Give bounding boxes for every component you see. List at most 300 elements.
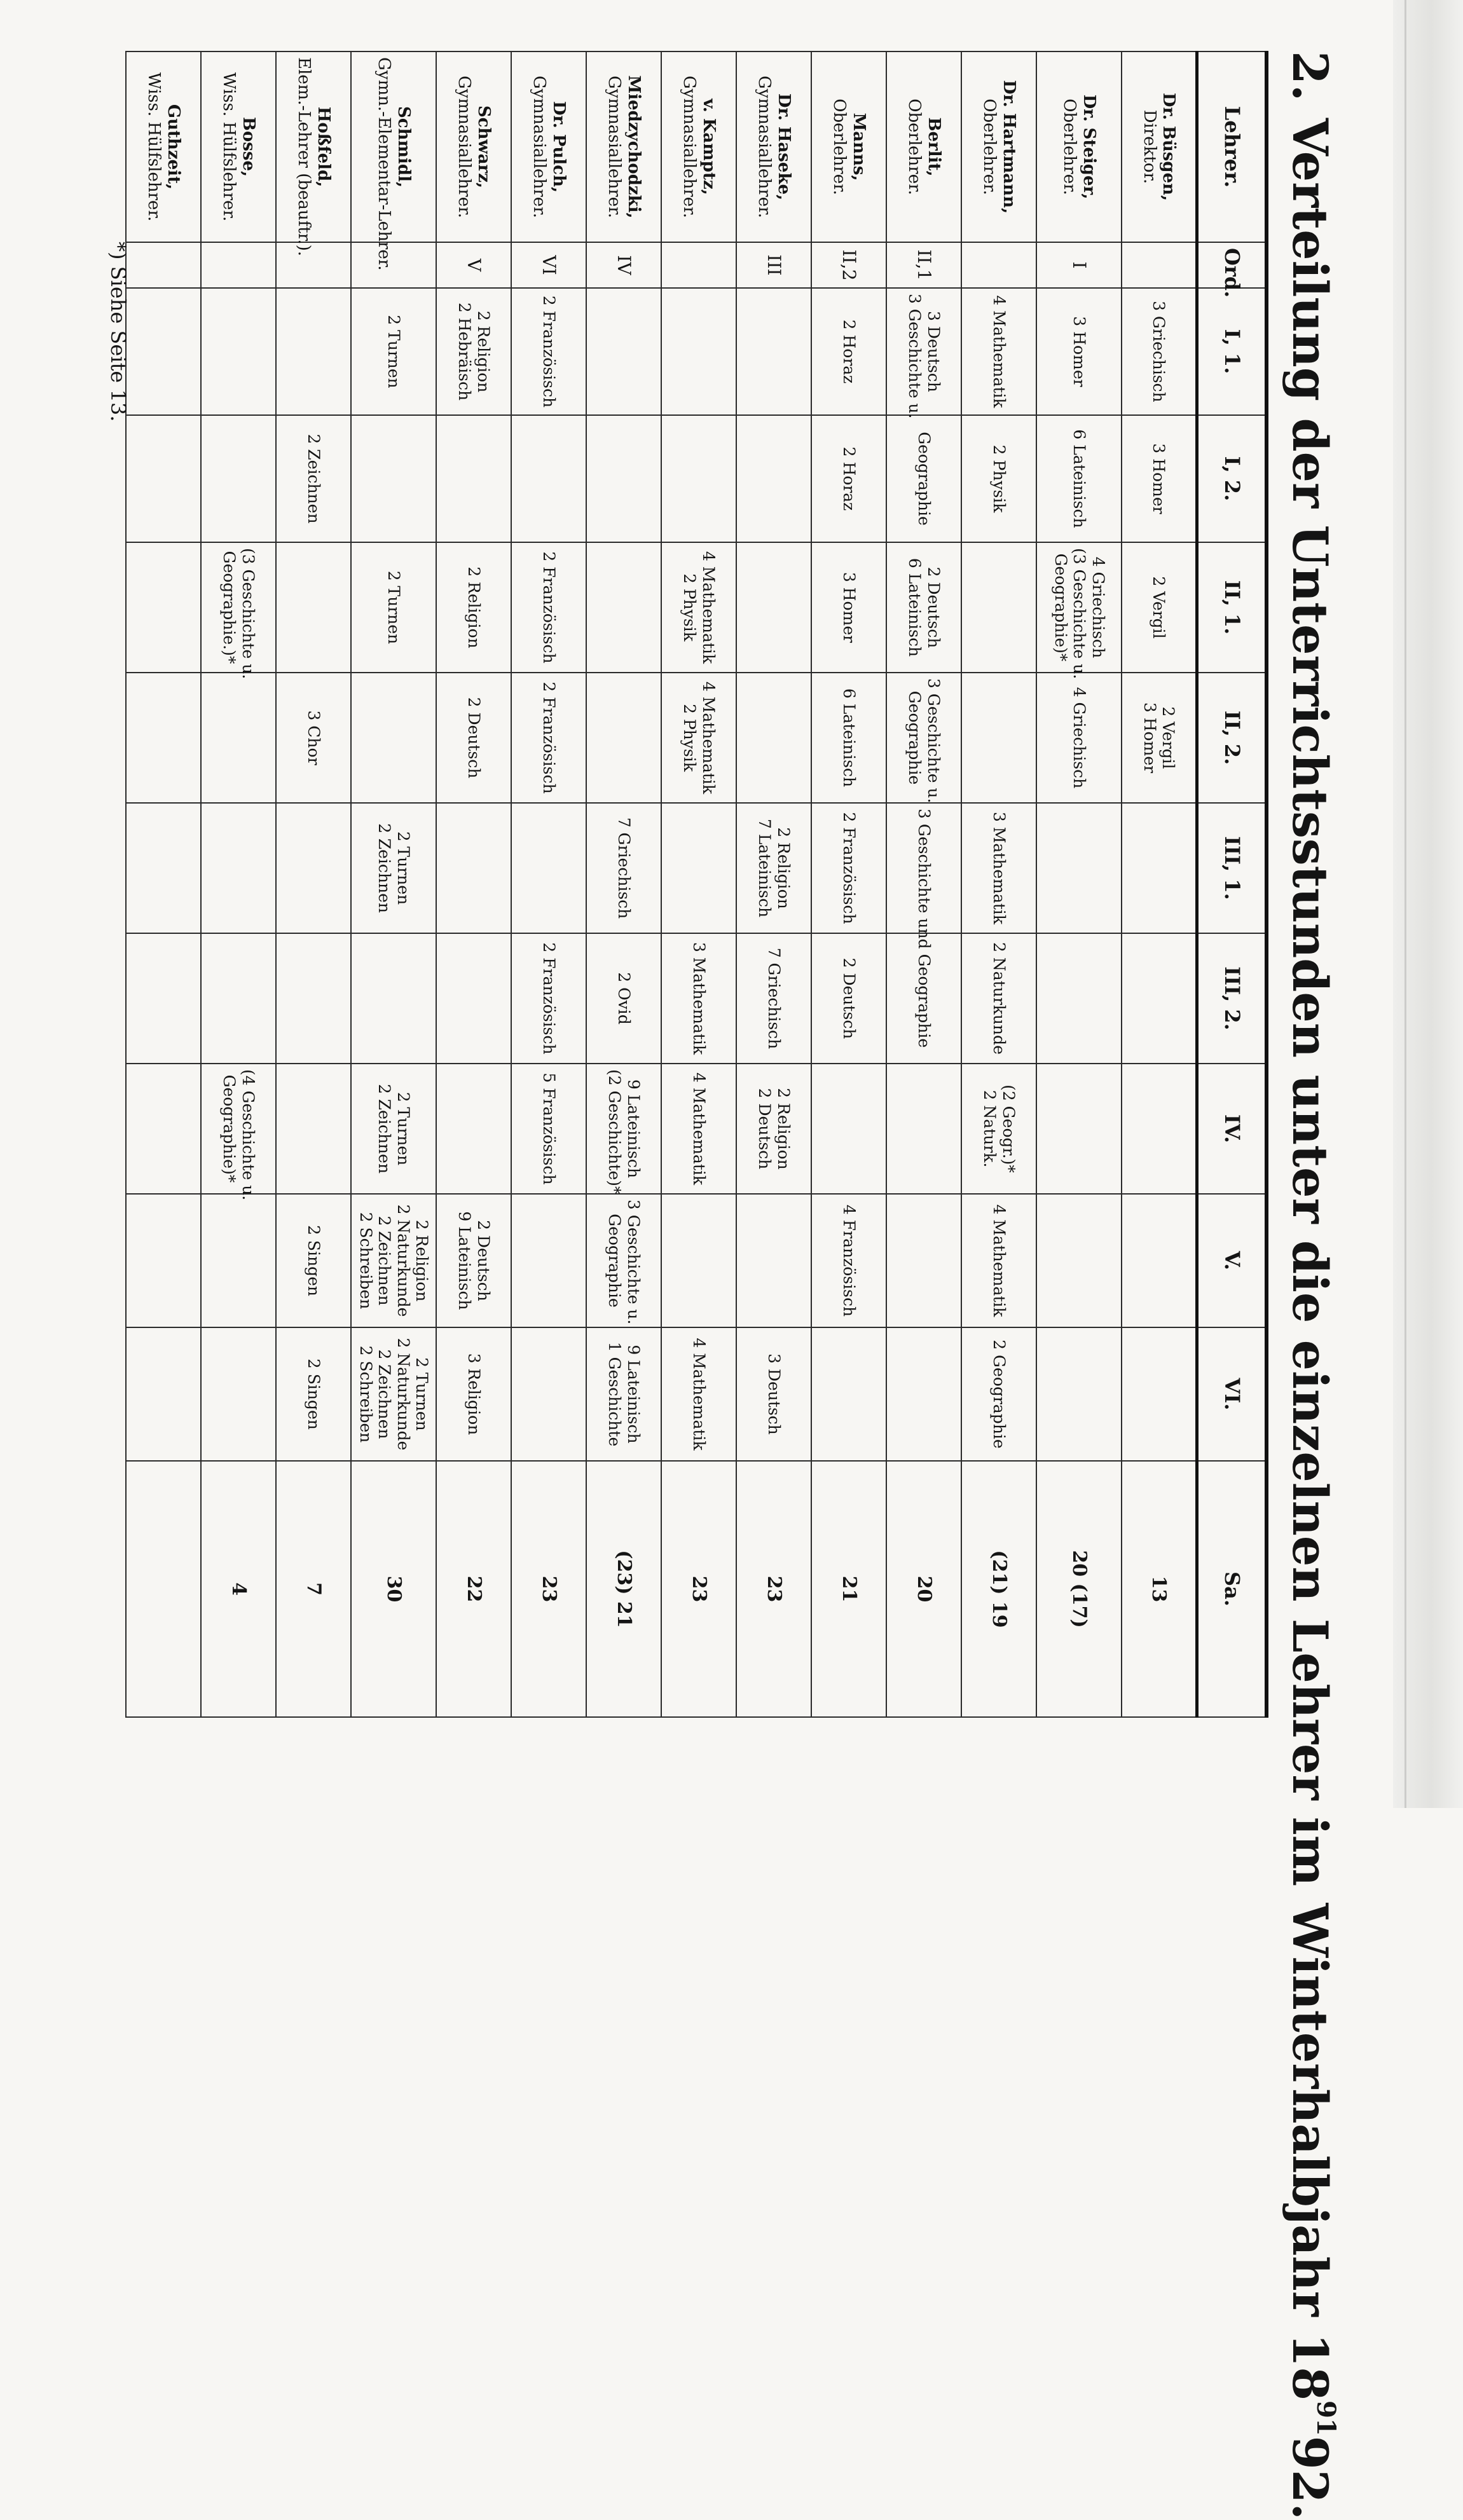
footnote: *) Siehe Seite 13. <box>106 242 130 422</box>
teacher-title: Direktor. <box>1139 109 1159 184</box>
sum-cell: 23 <box>737 1461 812 1717</box>
ordinarius-cell: III <box>737 242 812 288</box>
table-row <box>587 51 662 1717</box>
lesson-entry: 2 Deutsch <box>474 1220 493 1301</box>
lesson-entry: 7 Lateinisch <box>755 818 774 918</box>
lesson-cell <box>277 933 352 1064</box>
lesson-cell <box>1037 803 1122 933</box>
lesson-entry: (2 Geschichte)* <box>605 1069 624 1195</box>
column-header: III, 1. <box>1197 803 1267 933</box>
ordinarius-cell <box>127 242 202 288</box>
lesson-cell <box>437 542 512 673</box>
teacher-title: Oberlehrer. <box>980 99 999 195</box>
year-end: 92. <box>1282 2435 1338 2520</box>
lesson-entry: 2 Turnen <box>413 1357 432 1431</box>
lesson-cell <box>512 933 587 1064</box>
table-row <box>1037 51 1122 1717</box>
lesson-cell <box>1122 933 1197 1064</box>
teacher-title: Wiss. Hülfslehrer. <box>219 72 239 222</box>
teacher-name: Guthzeit, <box>164 104 184 190</box>
teacher-name: Dr. Steiger, <box>1080 94 1099 200</box>
lesson-entry: 2 Deutsch <box>924 566 943 648</box>
lesson-entry: 2 Physik <box>680 704 699 772</box>
lesson-cell <box>737 415 812 542</box>
lesson-entry: 2 Naturkunde <box>990 942 1009 1055</box>
lesson-entry: 2 Französisch <box>540 681 559 794</box>
lesson-cell <box>587 415 662 542</box>
lesson-entry: 9 Lateinisch <box>624 1079 643 1179</box>
table-row <box>512 51 587 1717</box>
lesson-cell <box>127 933 202 1064</box>
lesson-entry: 3 Geschichte u. <box>624 1200 643 1325</box>
sum-cell: 22 <box>437 1461 512 1717</box>
lesson-entry: 9 Lateinisch <box>624 1345 643 1444</box>
sum-cell: 30 <box>352 1461 437 1717</box>
lesson-entry: 2 Horaz <box>840 319 859 384</box>
column-header: Lehrer. <box>1197 51 1267 242</box>
column-header: Ord. <box>1197 242 1267 288</box>
lesson-entry: 3 Deutsch <box>924 311 943 392</box>
lesson-cell <box>277 1194 352 1327</box>
lesson-entry: 4 Mathematik <box>690 1338 709 1451</box>
lesson-entry: 3 Geschichte und Geographie <box>915 809 934 1048</box>
table-row <box>662 51 737 1717</box>
section-number: 2. <box>1282 51 1338 102</box>
lesson-entry: 2 Turnen <box>394 831 413 905</box>
lesson-cell <box>512 288 587 415</box>
lesson-entry: 2 Zeichnen <box>375 1349 394 1439</box>
ordinarius-cell <box>662 242 737 288</box>
rotated-page <box>35 51 1345 2520</box>
lesson-cell <box>202 673 277 803</box>
lesson-entry: 4 Mathematik <box>990 1204 1009 1317</box>
lesson-entry: 9 Lateinisch <box>455 1211 474 1310</box>
teacher-name: Berlit, <box>924 117 944 177</box>
lesson-cell <box>587 542 662 673</box>
lesson-cell <box>662 1064 737 1194</box>
teacher-name: Schmidl, <box>394 106 414 188</box>
lesson-entry: 2 Singen <box>305 1225 324 1296</box>
column-header: VI. <box>1197 1327 1267 1461</box>
lesson-cell <box>202 415 277 542</box>
lesson-cell <box>277 673 352 803</box>
lesson-entry: 2 Physik <box>990 444 1009 513</box>
lesson-cell <box>662 1327 737 1461</box>
lesson-cell <box>352 1064 437 1194</box>
lesson-cell <box>127 803 202 933</box>
lesson-cell <box>812 415 887 542</box>
lesson-cell <box>587 933 662 1064</box>
lesson-cell <box>812 1194 887 1327</box>
lesson-cell <box>887 542 962 673</box>
lesson-cell <box>737 542 812 673</box>
lesson-cell <box>737 1194 812 1327</box>
lesson-cell <box>512 1194 587 1327</box>
lesson-entry: 3 Homer <box>840 572 859 643</box>
teacher-name: Bosse, <box>239 116 259 177</box>
lesson-cell <box>962 803 1037 933</box>
lesson-entry: 2 Zeichnen <box>375 823 394 914</box>
lesson-entry: 3 Mathematik <box>690 942 709 1055</box>
lesson-cell <box>662 933 737 1064</box>
lesson-cell <box>962 542 1037 673</box>
column-header: Sa. <box>1197 1461 1267 1717</box>
lesson-cell <box>1122 1194 1197 1327</box>
lesson-cell <box>812 542 887 673</box>
lesson-cell <box>962 1194 1037 1327</box>
sum-cell: (21) 19 <box>962 1461 1037 1717</box>
lesson-entry: 2 Zeichnen <box>375 1083 394 1174</box>
teacher-name: Dr. Pulch, <box>549 100 569 193</box>
lesson-cell <box>127 1194 202 1327</box>
lesson-cell <box>437 1064 512 1194</box>
ordinarius-cell <box>1122 242 1197 288</box>
header-row <box>1197 51 1267 1717</box>
lesson-cell <box>352 288 437 415</box>
lesson-cell <box>1037 933 1122 1064</box>
lesson-entry: (4 Geschichte u. <box>239 1069 258 1201</box>
lesson-cell <box>1122 1327 1197 1461</box>
lesson-cell <box>887 288 962 419</box>
teacher-title: Oberlehrer. <box>905 99 924 195</box>
lesson-cell <box>512 673 587 803</box>
lesson-entry: 7 Griechisch <box>765 947 784 1050</box>
table-body <box>127 51 1197 1717</box>
year-superscript: 91 <box>1311 2400 1341 2436</box>
lesson-entry: 2 Religion <box>413 1219 432 1302</box>
teacher-title: Wiss. Hülfslehrer. <box>144 72 164 222</box>
lesson-cell <box>437 803 512 933</box>
lesson-cell <box>352 933 437 1064</box>
table-row <box>962 51 1037 1717</box>
teacher-cell <box>587 51 662 242</box>
sum-cell: 23 <box>512 1461 587 1717</box>
lesson-cell <box>587 673 662 803</box>
lesson-entry: 4 Griechisch <box>1089 556 1108 659</box>
lesson-cell <box>1122 288 1197 415</box>
ordinarius-cell <box>277 242 352 288</box>
lesson-entry: 2 Turnen <box>385 315 404 388</box>
teacher-name: Manns, <box>849 113 869 181</box>
lesson-cell <box>352 1327 437 1461</box>
lesson-cell <box>437 1194 512 1327</box>
lesson-cell <box>352 803 437 933</box>
ordinarius-cell <box>352 242 437 288</box>
lesson-entry: (3 Geschichte u. <box>1070 548 1089 680</box>
lesson-cell <box>1122 542 1197 673</box>
lesson-cell <box>202 1327 277 1461</box>
teacher-title: Oberlehrer. <box>1060 99 1080 195</box>
teacher-title: Elem.-Lehrer (beauftr.). <box>294 57 314 257</box>
teacher-cell <box>1122 51 1197 242</box>
lesson-cell <box>1037 542 1122 680</box>
teacher-cell <box>1037 51 1122 242</box>
teacher-cell <box>277 51 352 257</box>
teacher-title: Oberlehrer. <box>830 99 849 195</box>
lesson-cell <box>737 288 812 415</box>
lesson-cell <box>737 933 812 1064</box>
lesson-entry: 4 Mathematik <box>690 1072 709 1186</box>
sum-cell: 23 <box>662 1461 737 1717</box>
column-header: III, 2. <box>1197 933 1267 1064</box>
table-row <box>352 51 437 1717</box>
ordinarius-cell: IV <box>587 242 662 288</box>
lesson-cell <box>737 1327 812 1461</box>
lesson-cell <box>887 1064 962 1194</box>
teacher-cell <box>662 51 737 242</box>
table-row <box>812 51 887 1717</box>
lesson-entry: 6 Lateinisch <box>1070 429 1089 528</box>
teacher-name: Hoßfeld, <box>314 106 334 188</box>
lesson-cell <box>127 288 202 415</box>
lesson-entry: 2 Hebräisch <box>455 302 474 401</box>
ordinarius-cell: VI <box>512 242 587 288</box>
lesson-cell <box>512 803 587 933</box>
lesson-cell <box>662 415 737 542</box>
lesson-cell <box>1122 803 1197 933</box>
lesson-entry: 2 Schreiben <box>357 1345 375 1443</box>
lesson-entry: 2 Zeichnen <box>305 434 324 524</box>
teacher-name: Dr. Hartmann, <box>999 79 1019 214</box>
lesson-entry: 2 Vergil <box>1150 576 1169 639</box>
lesson-entry: 2 Deutsch <box>840 957 859 1039</box>
lesson-cell <box>1037 673 1122 803</box>
lesson-cell <box>587 1194 662 1327</box>
lesson-cell <box>512 415 587 542</box>
sum-cell: 20 <box>887 1461 962 1717</box>
lesson-cell <box>662 673 737 803</box>
lesson-cell <box>352 1194 437 1327</box>
lesson-entry: 7 Griechisch <box>615 817 634 919</box>
lesson-entry: 4 Mathematik <box>990 295 1009 408</box>
lesson-cell <box>737 1064 812 1194</box>
lesson-cell <box>202 1194 277 1327</box>
lesson-cell <box>662 288 737 415</box>
teacher-cell <box>437 51 512 242</box>
lesson-cell <box>127 1327 202 1461</box>
lesson-cell <box>437 673 512 803</box>
lesson-cell <box>812 288 887 415</box>
teacher-title: Gymnasiallehrer. <box>530 76 549 218</box>
lesson-cell <box>812 673 887 803</box>
lesson-cell <box>127 542 202 673</box>
lesson-entry: 6 Lateinisch <box>840 688 859 788</box>
lesson-cell <box>662 542 737 673</box>
table-row <box>887 51 962 1717</box>
lesson-entry: 3 Religion <box>465 1353 484 1435</box>
lesson-cell <box>127 673 202 803</box>
ordinarius-cell: II,2 <box>812 242 887 288</box>
lesson-cell <box>1122 1064 1197 1194</box>
lesson-cell <box>587 1327 662 1461</box>
lesson-entry: 4 Mathematik <box>699 681 718 795</box>
lesson-cell <box>962 673 1037 803</box>
lesson-cell <box>277 803 352 933</box>
teacher-cell <box>352 51 437 271</box>
teacher-title: Gymn.-Elementar-Lehrer. <box>374 57 394 271</box>
lesson-entry: Geographie <box>605 1214 624 1308</box>
column-header: I, 2. <box>1197 415 1267 542</box>
teacher-title: Gymnasiallehrer. <box>680 76 699 218</box>
lesson-entry: 2 Deutsch <box>465 697 484 779</box>
column-header: IV. <box>1197 1064 1267 1194</box>
lesson-cell <box>512 1327 587 1461</box>
lesson-entry: 2 Naturkunde <box>394 1204 413 1317</box>
lesson-entry: 4 Französisch <box>840 1204 859 1317</box>
lesson-entry: 2 Religion <box>465 566 484 648</box>
lesson-cell <box>587 288 662 415</box>
lesson-cell <box>437 933 512 1064</box>
lesson-cell <box>437 415 512 542</box>
ordinarius-cell: V <box>437 242 512 288</box>
teacher-name: Dr. Büsgen, <box>1159 92 1179 202</box>
lesson-cell <box>127 415 202 542</box>
table-row <box>437 51 512 1717</box>
lesson-cell <box>587 1064 662 1194</box>
lesson-cell <box>1037 1064 1122 1194</box>
table-row <box>277 51 352 1717</box>
lesson-entry: 2 Religion <box>774 1088 793 1170</box>
sum-cell: 21 <box>812 1461 887 1717</box>
lesson-cell <box>277 1064 352 1194</box>
lesson-entry: 2 Geographie <box>990 1339 1009 1449</box>
lesson-cell <box>1122 415 1197 542</box>
lesson-cell <box>1037 415 1122 542</box>
lesson-entry: 2 Deutsch <box>755 1088 774 1170</box>
ordinarius-cell: I <box>1037 242 1122 288</box>
lesson-cell <box>1122 673 1197 803</box>
sum-cell: (23) 21 <box>587 1461 662 1717</box>
lesson-entry: 2 Religion <box>774 827 793 909</box>
lesson-entry: 3 Geschichte u. <box>924 678 943 804</box>
teacher-cell <box>887 51 962 242</box>
teacher-name: Schwarz, <box>474 105 494 189</box>
lesson-cell <box>887 1194 962 1327</box>
lesson-cell <box>277 1327 352 1461</box>
teacher-title: Gymnasiallehrer. <box>605 76 624 218</box>
page-title <box>1275 51 1345 2520</box>
lesson-entry: 2 Französisch <box>540 551 559 664</box>
column-header: II, 1. <box>1197 542 1267 673</box>
lesson-entry: Geographie)* <box>1051 553 1070 662</box>
lesson-cell <box>352 542 437 673</box>
distribution-table <box>126 51 1269 1718</box>
teacher-cell <box>737 51 812 242</box>
lesson-cell <box>352 673 437 803</box>
lesson-entry: 2 Schreiben <box>357 1212 375 1310</box>
teacher-cell <box>202 51 277 242</box>
lesson-cell <box>1037 1327 1122 1461</box>
lesson-entry: 2 Naturk. <box>980 1090 999 1168</box>
teacher-cell <box>127 51 202 242</box>
lesson-cell <box>202 803 277 933</box>
teacher-title: Gymnasiallehrer. <box>755 76 774 218</box>
column-header: I, 1. <box>1197 288 1267 415</box>
lesson-cell <box>962 1327 1037 1461</box>
ordinarius-cell <box>962 242 1037 288</box>
lesson-cell <box>277 288 352 415</box>
lesson-cell <box>277 415 352 542</box>
lesson-entry: 4 Griechisch <box>1070 687 1089 789</box>
lesson-cell <box>352 415 437 542</box>
lesson-entry: 2 Physik <box>680 573 699 641</box>
lesson-cell <box>962 415 1037 542</box>
column-header: II, 2. <box>1197 673 1267 803</box>
lesson-cell <box>962 933 1037 1064</box>
lesson-entry: 3 Mathematik <box>990 811 1009 925</box>
lesson-cell <box>737 803 812 933</box>
ordinarius-cell <box>202 242 277 288</box>
lesson-entry: 2 Horaz <box>840 446 859 511</box>
lesson-cell <box>887 673 962 803</box>
table-row <box>202 51 277 1717</box>
lesson-entry: 3 Geschichte u. <box>905 294 924 419</box>
teacher-title: Gymnasiallehrer. <box>455 76 474 218</box>
lesson-cell <box>587 803 662 933</box>
lesson-cell <box>887 415 962 542</box>
lesson-entry: 2 Turnen <box>385 570 404 645</box>
title-text: Verteilung der Unterrichtsstunden unter die einzelnen Lehrer im Winterhalbjahr 18 <box>1282 118 1338 2401</box>
lesson-cell <box>1037 1194 1122 1327</box>
lesson-cell <box>962 288 1037 415</box>
lesson-cell <box>202 542 277 680</box>
lesson-entry: 2 Vergil <box>1159 706 1178 769</box>
lesson-cell <box>1037 288 1122 415</box>
lesson-entry: Geographie <box>915 432 934 526</box>
lesson-cell <box>437 1327 512 1461</box>
teacher-cell <box>512 51 587 242</box>
lesson-cell <box>887 1327 962 1461</box>
lesson-entry: 6 Lateinisch <box>905 558 924 657</box>
lesson-entry: 2 Französisch <box>540 942 559 1055</box>
lesson-entry: Geographie.)* <box>220 551 239 664</box>
sum-cell: 4 <box>202 1461 277 1717</box>
teacher-cell <box>812 51 887 242</box>
table-row <box>127 51 202 1717</box>
lesson-cell <box>662 1194 737 1327</box>
lesson-cell <box>662 803 737 933</box>
lesson-cell <box>127 1064 202 1194</box>
lesson-cell <box>512 1064 587 1194</box>
lesson-cell <box>812 1064 887 1194</box>
lesson-entry: Geographie)* <box>220 1074 239 1183</box>
lesson-entry: (2 Geogr.)* <box>999 1085 1018 1173</box>
lesson-entry: 5 Französisch <box>540 1072 559 1185</box>
lesson-cell <box>202 1064 277 1201</box>
sum-cell: 20 (17) <box>1037 1461 1122 1717</box>
lesson-entry: 3 Homer <box>1140 702 1159 774</box>
lesson-entry: Geographie <box>905 690 924 785</box>
lesson-entry: 2 Singen <box>305 1359 324 1430</box>
lesson-entry: 2 Französisch <box>840 812 859 924</box>
lesson-cell <box>202 288 277 415</box>
lesson-cell <box>737 673 812 803</box>
lesson-entry: 3 Griechisch <box>1150 301 1169 402</box>
teacher-cell <box>962 51 1037 242</box>
lesson-entry: 2 Französisch <box>540 295 559 408</box>
lesson-entry: 2 Naturkunde <box>394 1338 413 1451</box>
page-edge <box>1393 0 1463 1808</box>
lesson-entry: 4 Mathematik <box>699 551 718 664</box>
lesson-entry: 2 Zeichnen <box>375 1215 394 1306</box>
ordinarius-cell: II,1 <box>887 242 962 288</box>
lesson-entry: 3 Chor <box>305 710 324 765</box>
lesson-cell <box>512 542 587 673</box>
table-row <box>737 51 812 1717</box>
lesson-entry: 3 Deutsch <box>765 1353 784 1435</box>
lesson-cell <box>812 933 887 1064</box>
lesson-cell <box>812 1327 887 1461</box>
